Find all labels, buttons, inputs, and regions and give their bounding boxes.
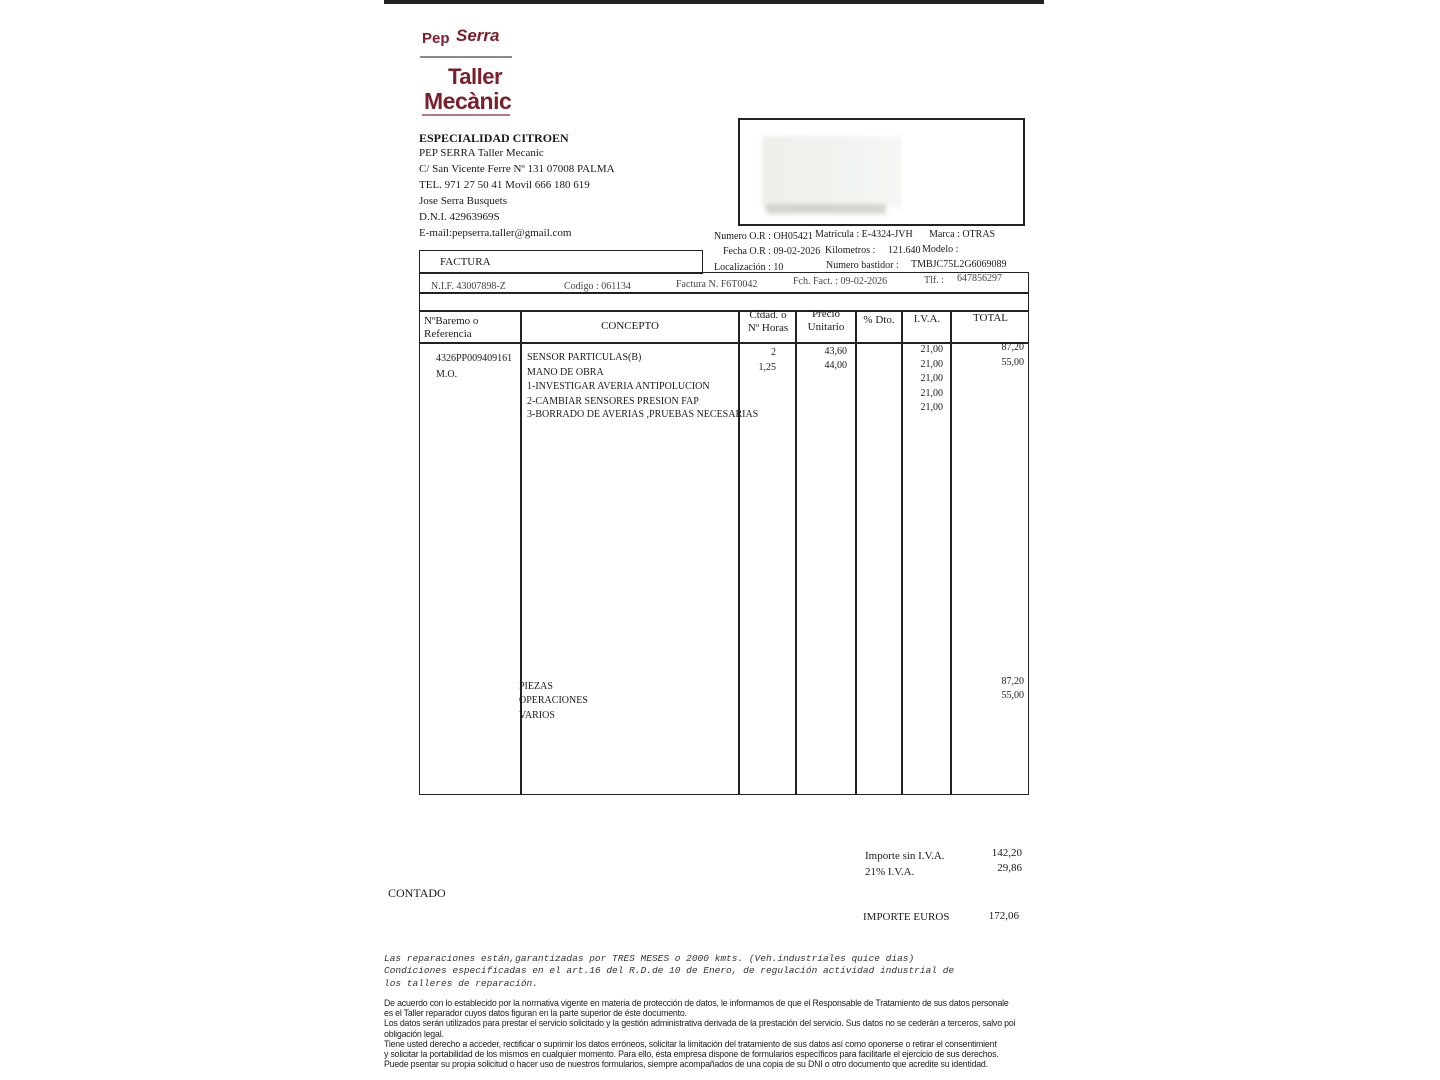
phone-label: Tlf. : (924, 275, 944, 286)
privacy-line-6: y solicitar la portabilidad de los mismos en cualquier momento. Para ello, ésta empresa dispone de formularios específicos para facilitarle el ejercicio de sus derechos. (384, 1049, 999, 1059)
km-value: 121.640 (888, 245, 921, 256)
warranty-line-1: Las reparaciones están,garantizadas por TRES MESES o 2000 kmts. (Veh.industriales quice dias) (384, 953, 915, 964)
row-4-iva: 21,00 (920, 388, 943, 399)
total-label: IMPORTE EUROS (863, 911, 950, 923)
row-1-ctdad: 2 (771, 347, 776, 358)
row-2-total: 55,00 (1001, 357, 1024, 368)
invoice-date: Fch. Fact. : 09-02-2026 (793, 276, 888, 287)
warranty-line-2: Condiciones especificadas en el art.16 del R.D.de 10 de Enero, de regulación actividad industrial de (384, 965, 955, 976)
logo-mecanic: Mecànic (424, 88, 512, 114)
row-3-concepto: 1-INVESTIGAR AVERIA ANTIPOLUCION (527, 381, 710, 392)
row-2-iva: 21,00 (920, 359, 943, 370)
privacy-line-5: Tiene usted derecho a acceder, rectificar o suprimir los datos erróneos, solicitar la limitación del tratamiento de sus datos así como oponerse o retirar el consentimient (384, 1039, 997, 1049)
order-number: Numero O.R : OH05421 (714, 231, 813, 242)
col-header-ref: NºBaremo o Referencia (424, 315, 479, 340)
logo-taller: Taller (448, 64, 503, 89)
brand: Marca : OTRAS (929, 229, 996, 240)
summary-piezas-value: 87,20 (1001, 676, 1024, 687)
col-header-total: TOTAL (973, 312, 1008, 324)
warranty-line-3: los talleres de reparación. (384, 978, 538, 989)
col-header-iva: I.V.A. (913, 313, 941, 325)
row-1-ref: 4326PP009409161 (436, 353, 513, 364)
row-1-total: 87,20 (1001, 342, 1024, 353)
iva-value: 29,86 (997, 862, 1022, 874)
logo-serra: Serra (456, 26, 500, 45)
iva-label: 21% I.V.A. (865, 866, 915, 878)
col-header-dto: % Dto. (863, 314, 895, 326)
row-1-precio: 43,60 (824, 346, 847, 357)
company-name: PEP SERRA Taller Mecanic (419, 147, 544, 159)
company-logo (418, 24, 518, 124)
scan-edge (384, 0, 1044, 4)
nif: N.I.F. 43007898-Z (431, 281, 506, 292)
company-owner: Jose Serra Busquets (419, 195, 507, 207)
privacy-line-4: obligación legal. (384, 1029, 444, 1039)
row-5-iva: 21,00 (920, 402, 943, 413)
company-dni: D.N.I. 42963969S (419, 211, 500, 223)
row-2-ref: M.O. (436, 369, 458, 380)
col-header-precio: Precio Unitario (807, 308, 845, 333)
privacy-line-7: Puede psentar su propia solicitud o hacer uso de nuestros formularios, siempre acompañados de una copia de su DNI o otro documento que acredite su identidad. (384, 1059, 988, 1069)
location: Localización : 10 (714, 262, 784, 273)
privacy-line-3: Los datos serán utilizados para prestar el servicio solicitado y la gestión administrativa derivada de la prestación del servicio. Sus datos no se cederán a terceros, salvo poi (384, 1018, 1016, 1028)
row-2-precio: 44,00 (824, 360, 847, 371)
base-value: 142,20 (991, 847, 1022, 859)
client-address-box (738, 118, 1025, 226)
vin-value: TMBJC75L2G6069089 (911, 259, 1007, 270)
row-2-ctdad: 1,25 (758, 362, 776, 373)
row-1-iva: 21,00 (920, 344, 943, 355)
summary-operaciones-value: 55,00 (1001, 690, 1024, 701)
summary-piezas-label: PIEZAS (519, 681, 553, 692)
privacy-line-1: De acuerdo con lo establecido por la normativa vigente en materia de protección de datos, le informamos de que el Responsable de Tratamiento de sus datos personale (384, 998, 1009, 1008)
company-email: E-mail:pepserra.taller@gmail.com (419, 227, 572, 239)
order-date: Fecha O.R : 09-02-2026 (723, 246, 821, 257)
privacy-line-2: es el Taller reparador cuyos datos figuran en la parte superior de éste documento. (384, 1008, 687, 1018)
summary-operaciones-label: OPERACIONES (519, 695, 588, 706)
invoice-number: Factura N. F6T0042 (676, 279, 758, 290)
row-4-concepto: 2-CAMBIAR SENSORES PRESION FAP (527, 396, 699, 407)
phone-value: 647856297 (957, 273, 1002, 284)
km-label: Kilometros : (825, 245, 876, 256)
plate-number: Matricula : E-4324-JVH (815, 229, 913, 240)
company-address: C/ San Vicente Ferre Nº 131 07008 PALMA (419, 163, 615, 175)
client-code: Codigo : 061134 (564, 281, 631, 292)
row-2-concepto: MANO DE OBRA (527, 367, 604, 378)
vin-label: Numero bastidor : (826, 260, 899, 271)
summary-varios-label: VARIOS (519, 710, 555, 721)
row-1-concepto: SENSOR PARTICULAS(B) (527, 352, 642, 363)
logo-pep: Pep (422, 30, 450, 47)
model-label: Modelo : (922, 244, 959, 255)
payment-method: CONTADO (388, 886, 446, 900)
company-phone: TEL. 971 27 50 41 Movil 666 180 619 (419, 179, 590, 191)
base-label: Importe sin I.V.A. (865, 850, 945, 862)
document-type-box (419, 250, 703, 274)
col-header-ctdad: Ctdad. o Nº Horas (747, 309, 789, 334)
redacted-client-data (762, 136, 902, 208)
row-5-concepto: 3-BORRADO DE AVERIAS ,PRUEBAS NECESARIAS (527, 409, 759, 420)
document-type: FACTURA (440, 256, 491, 268)
company-specialty: ESPECIALIDAD CITROEN (419, 131, 569, 145)
col-header-concepto: CONCEPTO (601, 320, 659, 332)
row-3-iva: 21,00 (920, 373, 943, 384)
total-value: 172,06 (988, 910, 1019, 922)
